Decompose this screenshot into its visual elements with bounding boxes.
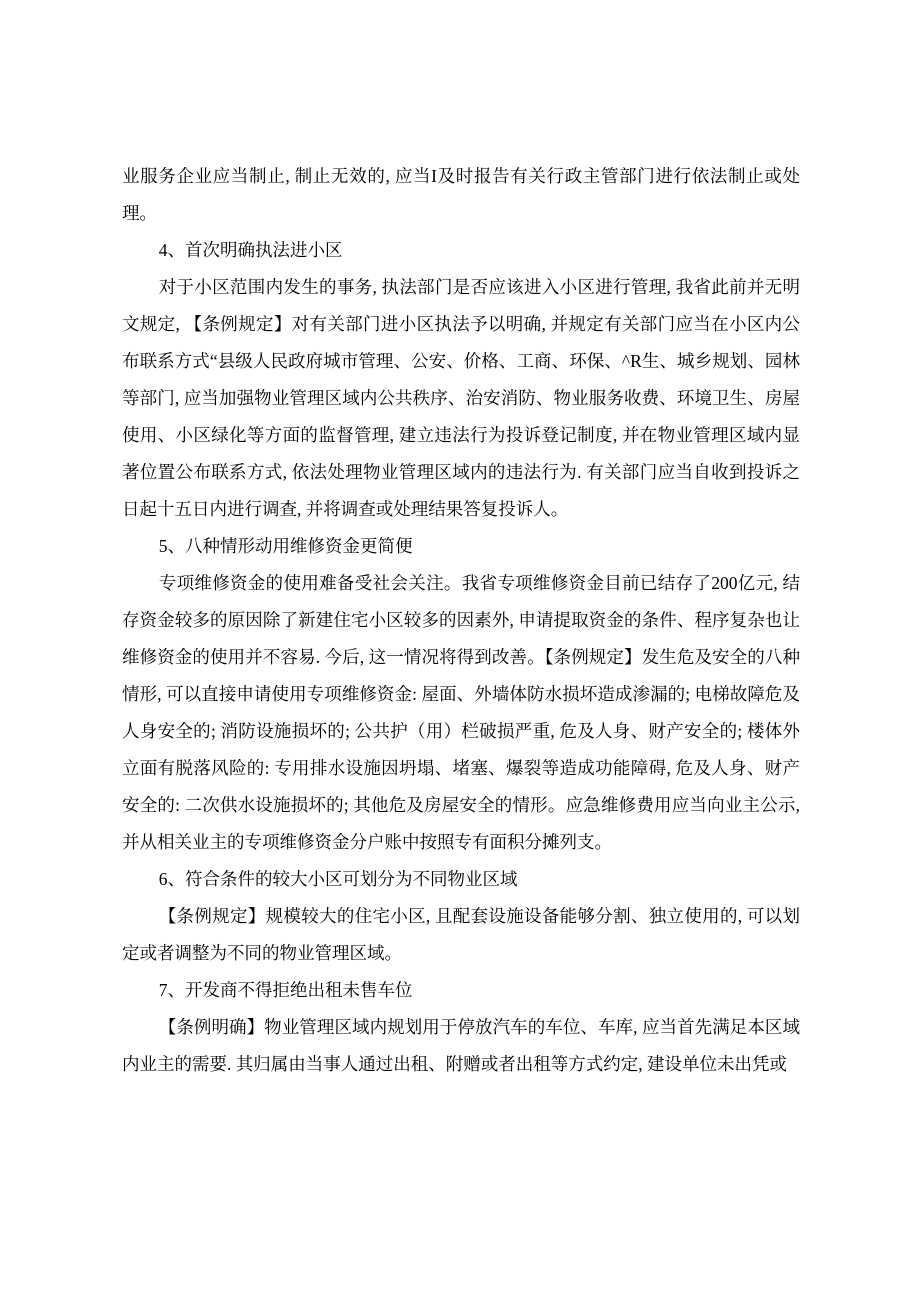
section-heading-5: 5、八种情形动用维修资金更简便 bbox=[158, 536, 413, 556]
section-heading-4: 4、首次明确执法进小区 bbox=[158, 240, 343, 260]
section-6-paragraph: 【条例规定】规模较大的住宅小区, 且配套设施设备能够分割、独立使用的, 可以划定或者调整为不同的物业管理区域。 bbox=[122, 906, 800, 963]
section-heading-6: 6、符合条件的较大小区可划分为不同物业区域 bbox=[158, 869, 518, 889]
section-4-paragraph: 对于小区范围内发生的事务, 执法部门是否应该进入小区进行管理, 我省此前并无明文规定, 【条例规定】对有关部门进小区执法予以明确, 并规定有关部门应当在小区内公布联系方式“县级人民政府城市管理、公安、价格、工商、环保、^R生、城乡规划、园林等部门, 应当加强物业管理区域内公共秩序、治安消防、物业服务收费、环境卫生、房屋使用、小区绿化等方面的监督管理, 建立违法行为投诉登记制度, 并在物业管理区域内显著位置公布联系方式, 依法处理物业管理区域内的违法行为. 有关部门应当自收到投诉之日起十五日内进行调查, 并将调查或处理结果答复投诉人。 bbox=[122, 277, 800, 519]
section-heading-7: 7、开发商不得拒绝出租未售车位 bbox=[158, 980, 413, 1000]
section-5-paragraph: 专项维修资金的使用难备受社会关注。我省专项维修资金目前已结存了200亿元, 结存资金较多的原因除了新建住宅小区较多的因素外, 申请提取资金的条件、程序复杂也让维修资金的使用并不容易. 今后, 这一情况将得到改善。【条例规定】发生危及安全的八种情形, 可以直接申请使用专项维修资金: 屋面、外墙体防水损坏造成渗漏的; 电梯故障危及人身安全的; 消防设施损坏的; 公共护（用）栏破损严重, 危及人身、财产安全的; 楼体外立面有脱落风险的: 专用排水设施因坍塌、堵塞、爆裂等造成功能障碍, 危及人身、财产安全的: 二次供水设施损坏的; 其他危及房屋安全的情形。应急维修费用应当向业主公示, 并从相关业主的专项维修资金分户账中按照专有面积分摊列支。 bbox=[122, 573, 800, 852]
paragraph-continuation: 业服务企业应当制止, 制止无效的, 应当I及时报告有关行政主管部门进行依法制止或处理。 bbox=[122, 166, 800, 223]
section-7-paragraph: 【条例明确】物业管理区域内规划用于停放汽车的车位、车库, 应当首先满足本区域内业主的需要. 其归属由当事人通过出租、附赠或者出租等方式约定, 建设单位未出凭或 bbox=[122, 1017, 800, 1074]
